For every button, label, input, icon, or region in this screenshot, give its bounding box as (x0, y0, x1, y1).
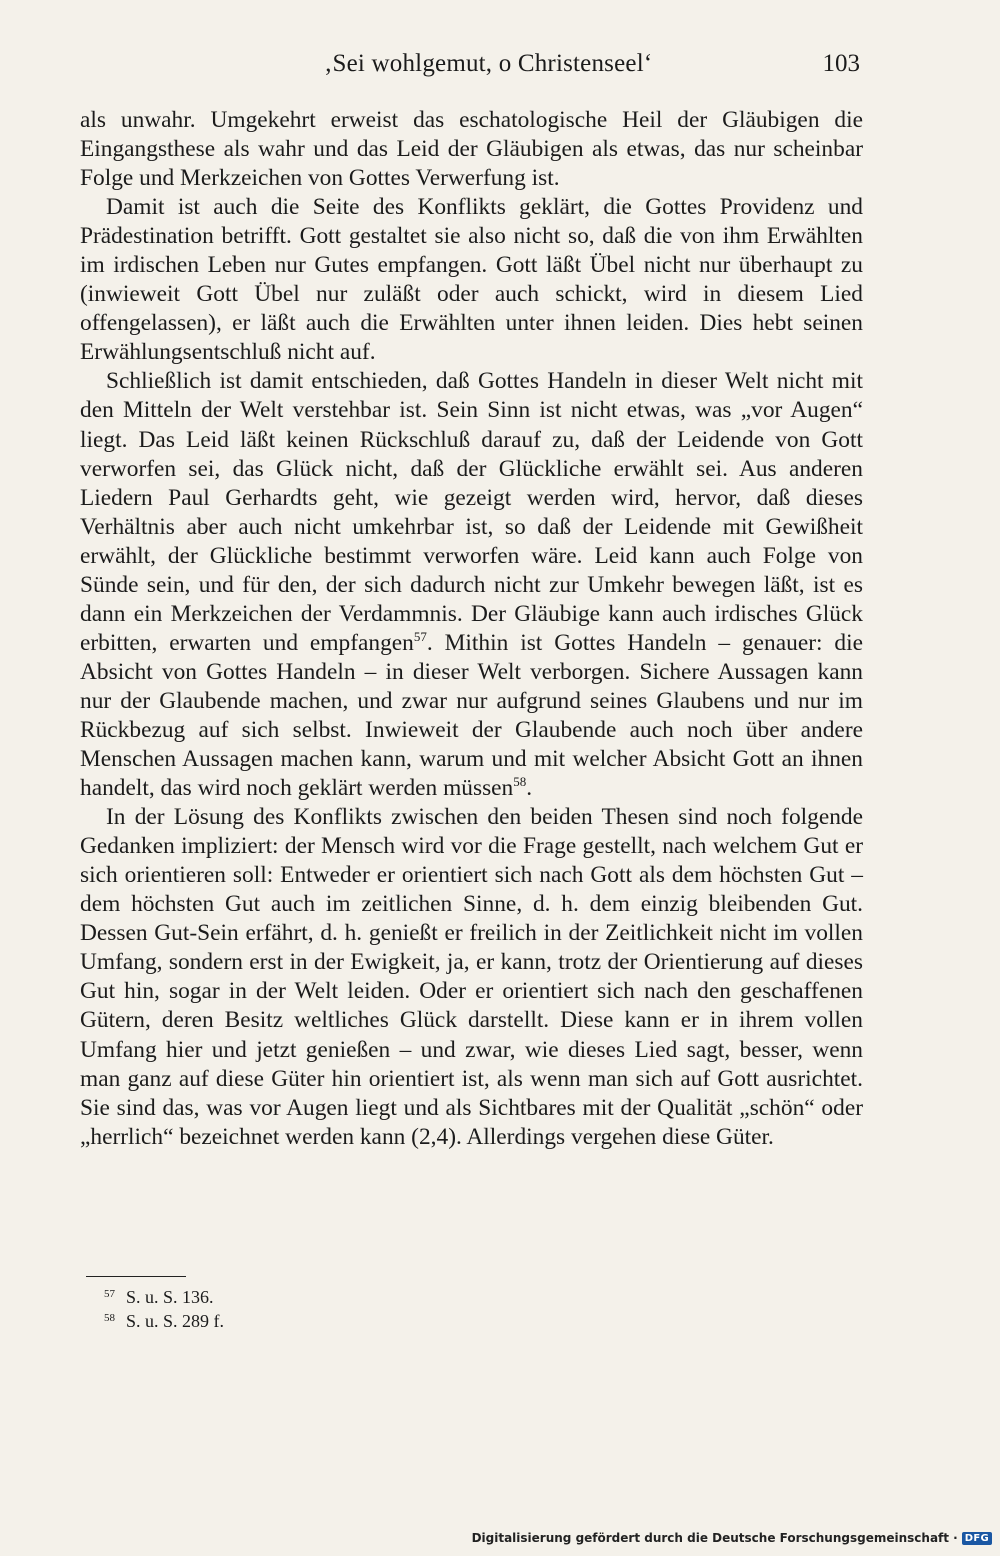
text-run: . (526, 775, 533, 802)
text-run: als unwahr. Umgekehrt erweist das eschatologische Heil der Gläubigen die Eingangsthese als wahr und das Leid der Gläubigen als etwas, das nur scheinbar Folge und Merkzeichen von Gottes Verwerfung ist. (80, 107, 863, 192)
digitization-note: Digitalisierung gefördert durch die Deutsche Forschungsgemeinschaft · (471, 1531, 958, 1545)
paragraph (80, 193, 863, 367)
footnote-text: S. u. S. 289 f. (126, 1311, 225, 1331)
dfg-logo-icon: DFG (962, 1532, 992, 1545)
footnotes (104, 1285, 604, 1333)
paragraph (80, 367, 863, 803)
paragraph (80, 106, 863, 193)
digitization-credit (472, 1528, 992, 1548)
footnote-text: S. u. S. 136. (126, 1287, 214, 1307)
running-head (80, 50, 860, 84)
footnote-58: 58 S. u. S. 289 f. (104, 1311, 225, 1331)
text-run: In der Lösung des Konflikts zwischen den beiden Thesen sind noch folgende Gedanken impliziert: der Mensch wird vor die Frage gestellt, nach welchem Gut er sich orientieren soll: Entweder er orientiert sich nach Gott als dem höchsten Gut – dem höchsten Gut auch im zeitlichen Sinne, d. h. dem einzig bleibenden Gut. Dessen Gut-Sein erfährt, d. h. genießt er freilich in der Zeitlichkeit nicht im vollen Umfang, sondern erst in der Ewigkeit, ja, er kann, trotz der Orientierung auf dieses Gut hin, sogar in der Welt leiden. Oder er orientiert sich nach den geschaffenen Gütern, deren Besitz weltliches Glück darstellt. Diese kann er in ihrem vollen Umfang hier und jetzt genießen – und zwar, wie dieses Lied sagt, besser, wenn man ganz auf diese Güter hin orientiert ist, als wenn man sich auf Gott ausrichtet. Sie sind das, was vor Augen liegt und als Sichtbares mit der Qualität „schön“ oder „herrlich“ bezeichnet werden kann (2,4). Allerdings vergehen diese Güter. (80, 804, 863, 1150)
text-run: Schließlich ist damit entschieden, daß Gottes Handeln in dieser Welt nicht mit den Mitteln der Welt verstehbar ist. Sein Sinn ist nicht etwas, was „vor Augen“ liegt. Das Leid läßt keinen Rückschluß darauf zu, daß der Leidende von Gott verworfen sei, das Glück nicht, daß der Glückliche erwählt sei. Aus anderen Liedern Paul Gerhardts geht, wie gezeigt werden wird, hervor, daß dieses Verhältnis aber auch nicht umkehrbar ist, so daß der Leidende mit Gewißheit erwählt, der Glückliche bestimmt verworfen wäre. Leid kann auch Folge von Sünde sein, und für den, der sich dadurch nicht zur Umkehr bewegen läßt, ist es dann ein Merkzeichen der Verdammnis. Der Gläubige kann auch irdisches Glück erbitten, erwarten und empfangen (80, 368, 863, 656)
footnote-57: 57 S. u. S. 136. (104, 1287, 214, 1307)
text-run: Damit ist auch die Seite des Konflikts geklärt, die Gottes Providenz und Prädestination betrifft. Gott gestaltet sie also nicht so, daß die von ihm Erwählten im irdischen Leben nur Gutes empfangen. Gott läßt Übel nicht nur überhaupt zu (inwieweit Gott Übel nur zuläßt oder auch schickt, wird in diesem Lied offengelassen), er läßt auch die Erwählten unter ihnen leiden. Dies hebt seinen Erwählungsentschluß nicht auf. (80, 194, 863, 366)
footnote-reference: 57 (413, 628, 427, 644)
running-title: ‚Sei wohlgemut, o Christenseel‘ (324, 50, 653, 77)
text-run: . Mithin ist Gottes Handeln – genauer: die Absicht von Gottes Handeln – in dieser Welt verborgen. Sichere Aussagen kann nur der Glaubende machen, und zwar nur aufgrund seines Glaubens und nur im Rückbezug auf sich selbst. Inwieweit der Glaubende auch noch über andere Menschen Aussagen machen kann, warum und mit welcher Absicht Gott an ihnen handelt, das wird noch geklärt werden müssen (80, 629, 863, 802)
main-text (80, 106, 863, 1152)
page-number: 103 (822, 50, 860, 77)
footnote-reference: 58 (513, 774, 527, 790)
footnote-separator (86, 1276, 186, 1277)
paragraph (80, 803, 863, 1152)
